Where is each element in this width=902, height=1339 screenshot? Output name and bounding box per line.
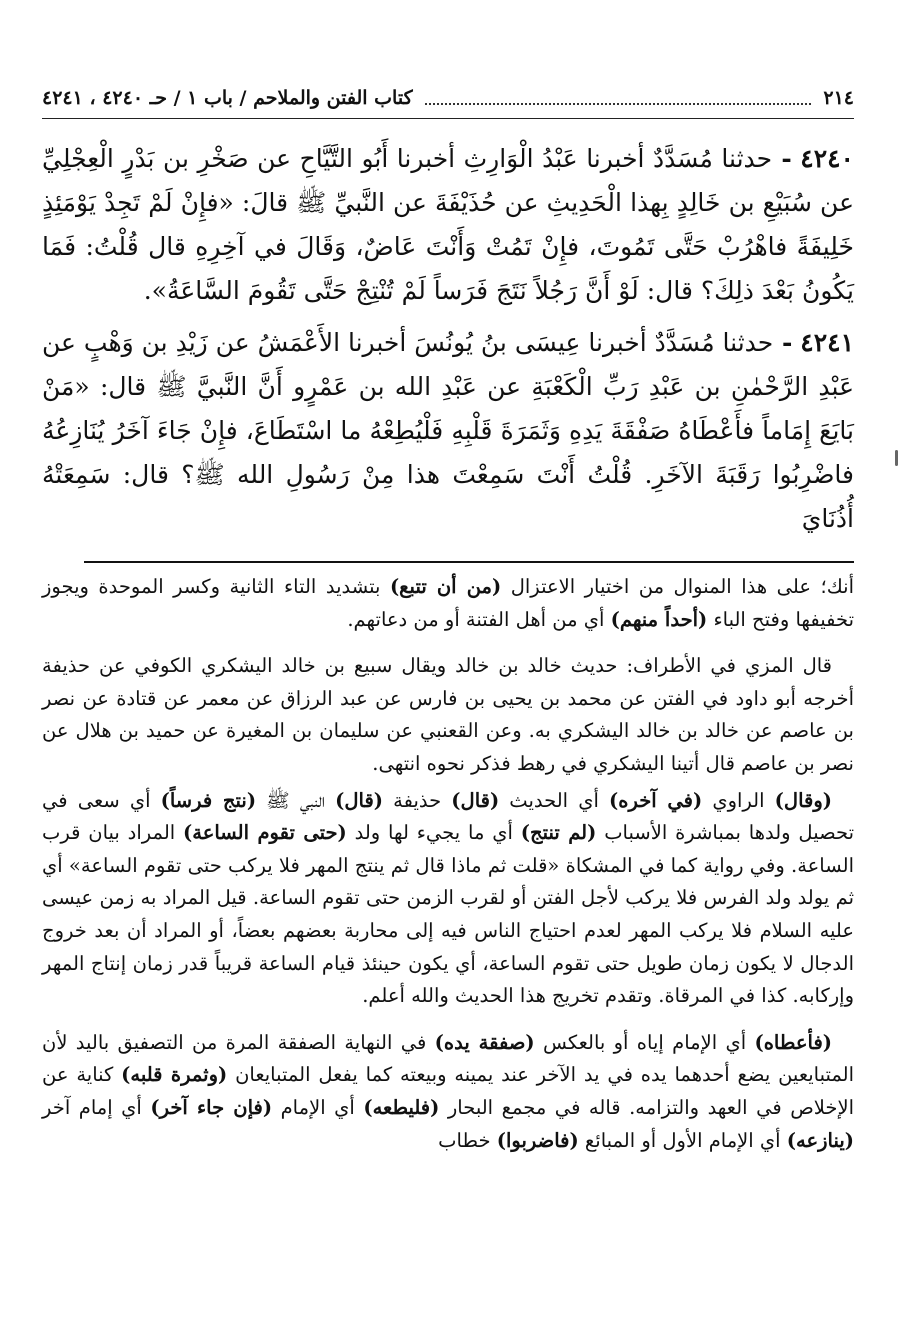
hadith-4241 bbox=[42, 321, 854, 541]
commentary-paragraph bbox=[42, 1027, 854, 1157]
commentary-text: النبي ﷺ bbox=[256, 788, 336, 812]
commentary-text: أي الإمام الأول أو المبائع bbox=[578, 1128, 787, 1152]
quoted-phrase: (فليطعه) bbox=[363, 1095, 440, 1119]
hadith-4240 bbox=[42, 137, 854, 313]
quoted-phrase: (قال) bbox=[335, 788, 384, 812]
commentary-paragraph bbox=[42, 571, 854, 636]
hadith-dash: - bbox=[773, 328, 793, 357]
commentary-text: أي الإمام bbox=[272, 1095, 364, 1119]
commentary-text: أي سعى في تحصيل ولدها بمباشرة الأسباب bbox=[42, 788, 855, 845]
quoted-phrase: (حتى تقوم الساعة) bbox=[183, 821, 347, 845]
dotted-leader bbox=[425, 103, 812, 105]
commentary-text: أي الحديث bbox=[499, 788, 609, 812]
commentary-text: أي إمام آخر bbox=[42, 1095, 151, 1119]
hadith-number: ٤٢٤٠ bbox=[800, 144, 854, 173]
commentary-text: المراد بيان قرب الساعة. وفي رواية كما في المشكاة «قلت ثم ماذا قال ثم ينتج المهر فلا يركب حتى تقوم الساعة» أي ثم يولد ولد الفرس فلا يركب لأجل الفتن أو لقرب الزمن حتى تقوم الساعة. قيل المراد به زمن عيسى عليه السلام فلا يركب المهر لعدم احتياج الناس فيه إلى محاربة بعضهم بعضاً، أو المراد أن بعد خروج الدجال لا يكون زمان طويل حتى تقوم الساعة، أي يكون حينئذ قيام الساعة قريباً قدر زمان إنتاج المهر وإركابه. كذا في المرقاة. وتقدم تخريج هذا الحديث والله أعلم. bbox=[42, 821, 854, 1008]
commentary-text: كناية عن الإخلاص في العهد والتزامه. قاله في مجمع البحار bbox=[42, 1063, 855, 1119]
footnote-divider bbox=[84, 561, 854, 563]
quoted-phrase: (وثمرة قلبه) bbox=[121, 1063, 228, 1087]
hadith-dash: - bbox=[772, 144, 792, 173]
commentary-paragraph bbox=[42, 650, 854, 780]
quoted-phrase: (فاضربوا) bbox=[496, 1128, 579, 1152]
commentary-text: أي الإمام إياه أو بالعكس bbox=[534, 1030, 755, 1054]
commentary-text: قال المزي في الأطراف: حديث خالد بن خالد ويقال سبيع بن خالد اليشكري الكوفي عن حذيفة أخرجه أبو داود في الفتن عن محمد بن يحيى بن فارس عن عبد الرزاق عن معمر عن قتادة عن نصر بن عاصم عن خالد بن خالد اليشكري به. وعن القعنبي عن سليمان بن المغيرة عن حميد بن هلال عن نصر بن عاصم قال أتينا اليشكري في رهط فذكر نحوه انتهى. bbox=[42, 654, 854, 775]
commentary-section bbox=[42, 571, 854, 1157]
quoted-phrase: (ينازعه) bbox=[786, 1128, 854, 1152]
quoted-phrase: (قال) bbox=[451, 788, 500, 812]
hadith-body: حدثنا مُسَدَّدٌ أخبرنا عَبْدُ الْوَارِثِ أخبرنا أَبُو التَّيَّاحِ عن صَخْرِ بن بَدْرٍ الْعِجْلِيِّ عن سُبَيْعِ بن خَالِدٍ بِهذا الْحَدِيثِ عن حُذَيْفَةَ عن النَّبيِّ ﷺ قالَ: «فإِنْ لَمْ تَجِدْ يَوْمَئِذٍ خَلِيفَةً فاهْرُبْ حَتَّى تَمُوتَ، فإِنْ تَمُتْ وَأَنْتَ عَاضٌ، وَقَالَ في آخِرِهِ قال قُلْتُ: فَمَا يَكُونُ بَعْدَ ذلِكَ؟ قال: لَوْ أَنَّ رَجُلاً نَتَجَ فَرَساً لَمْ تُنْتِجْ حَتَّى تَقُومَ السَّاعَةُ». bbox=[42, 144, 854, 305]
quoted-phrase: (لم تنتج) bbox=[520, 821, 597, 845]
quoted-phrase: (فأعطاه) bbox=[754, 1030, 832, 1054]
commentary-text: أي ما يجيء لها ولد bbox=[346, 821, 521, 845]
commentary-text: الراوي bbox=[702, 788, 775, 812]
quoted-phrase: (وقال) bbox=[774, 788, 832, 812]
hadith-text-block bbox=[42, 137, 854, 541]
hadith-number: ٤٢٤١ bbox=[800, 328, 854, 357]
commentary-text: أنك؛ على هذا المنوال من اختيار الاعتزال bbox=[501, 575, 854, 598]
running-head bbox=[42, 78, 854, 119]
scan-edge-mark bbox=[895, 450, 898, 466]
commentary-paragraph bbox=[42, 785, 854, 1013]
quoted-phrase: (صفقة يده) bbox=[434, 1030, 535, 1054]
quoted-phrase: (في آخره) bbox=[609, 788, 703, 812]
hadith-body: حدثنا مُسَدَّدٌ أخبرنا عِيسَى بنُ يُونُسَ أخبرنا الأَعْمَشُ عن زَيْدِ بن وَهْبٍ عن عَبْدِ الرَّحْمٰنِ بن عَبْدِ رَبِّ الْكَعْبَةِ عن عَبْدِ الله بن عَمْرٍو أَنَّ النَّبيَّ ﷺ قال: «مَنْ بَايَعَ إِمَاماً فأَعْطَاهُ صَفْقَةَ يَدِهِ وَثَمَرَةَ قَلْبِهِ فَلْيُطِعْهُ ما اسْتَطَاعَ، فإِنْ جَاءَ آخَرُ يُنَازِعُهُ فاضْرِبُوا رَقَبَةَ الآخَرِ. قُلْتُ أَنْتَ سَمِعْتَ هذا مِنْ رَسُولِ الله ﷺ؟ قال: سَمِعَتْهُ أُذُنَايَ bbox=[42, 328, 854, 533]
running-title: كتاب الفتن والملاحم / باب ١ / حـ ٤٢٤٠ ، ٤٢٤١ bbox=[42, 87, 413, 109]
quoted-phrase: (نتج فرساً) bbox=[160, 788, 257, 812]
quoted-phrase: (من أن تتبع) bbox=[389, 575, 502, 598]
commentary-text: أي من أهل الفتنة أو من دعاتهم. bbox=[347, 607, 611, 631]
page-number: ٢١٤ bbox=[823, 87, 854, 109]
commentary-text: في النهاية الصفقة المرة من التصفيق باليد لأن المتبايعين يضع أحدهما يده في يد الآخر عند يمينه وبيعته كما يفعل المتبايعان bbox=[42, 1030, 854, 1087]
commentary-text: بتشديد التاء الثانية وكسر الموحدة ويجوز تخفيفها وفتح الباء bbox=[42, 575, 854, 631]
book-page bbox=[42, 78, 854, 1171]
commentary-text: حذيفة bbox=[383, 788, 452, 812]
quoted-phrase: (أحداً منهم) bbox=[610, 607, 708, 631]
quoted-phrase: (فإن جاء آخر) bbox=[150, 1095, 273, 1119]
commentary-text: خطاب bbox=[438, 1128, 497, 1152]
